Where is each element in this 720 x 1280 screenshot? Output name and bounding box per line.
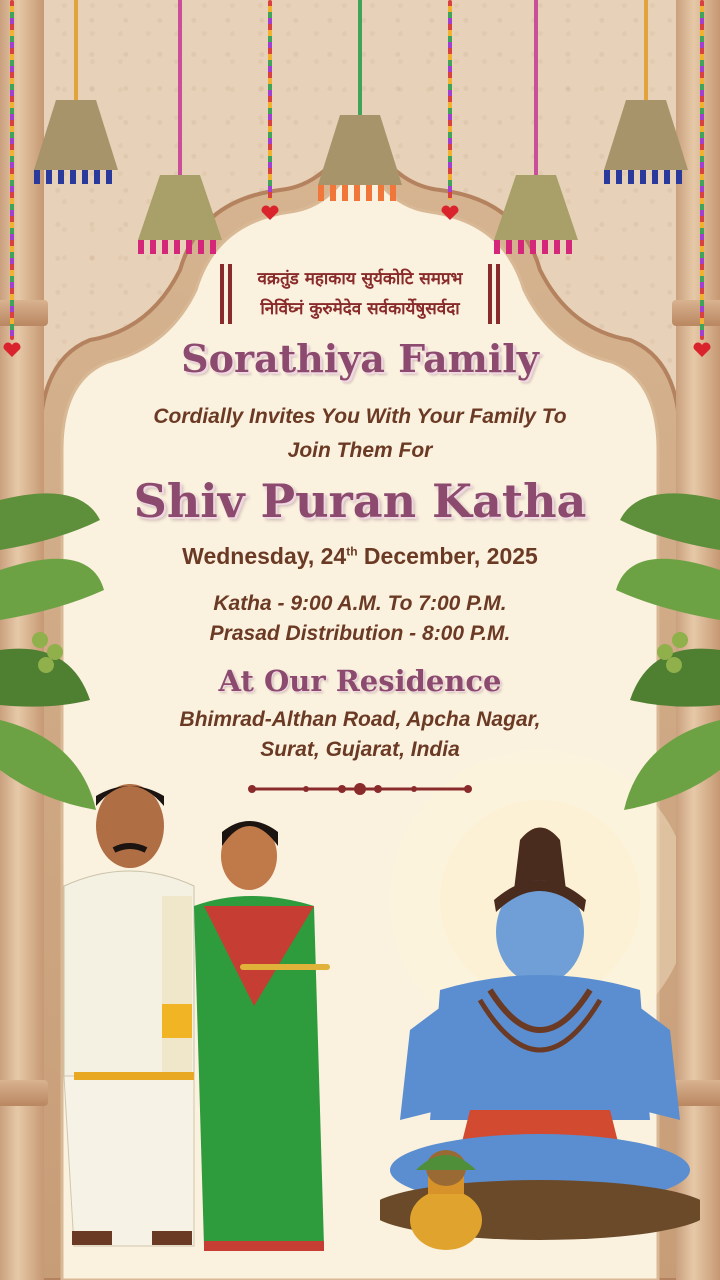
prasad-time: Prasad Distribution - 8:00 P.M. [209,622,511,645]
katha-time: Katha - 9:00 A.M. To 7:00 P.M. [213,592,507,615]
host-name: Sorathiya Family [181,336,539,381]
date-prefix: Wednesday, 24 [182,543,347,569]
couple-illustration [44,776,344,1266]
address-line-1: Bhimrad-Althan Road, Apcha Nagar, [179,708,541,731]
date-rest: December, 2025 [357,543,538,569]
invitation-line-2: Join Them For [287,439,433,462]
event-date [0,543,720,570]
mantra-line-2: निर्विघ्नं कुरुमेदेव सर्वकार्येषुसर्वदा [260,299,460,319]
mantra-line-1: वक्रतुंड महाकाय सुर्यकोटि समप्रभ [257,269,463,289]
mantra-block [220,262,500,328]
event-title: Shiv Puran Katha [133,474,587,528]
venue-title: At Our Residence [218,664,502,698]
invitation-line-1: Cordially Invites You With Your Family To [153,405,567,428]
address-line-2: Surat, Gujarat, India [260,738,460,761]
shiva-illustration [380,820,700,1280]
date-ordinal: th [346,544,358,559]
